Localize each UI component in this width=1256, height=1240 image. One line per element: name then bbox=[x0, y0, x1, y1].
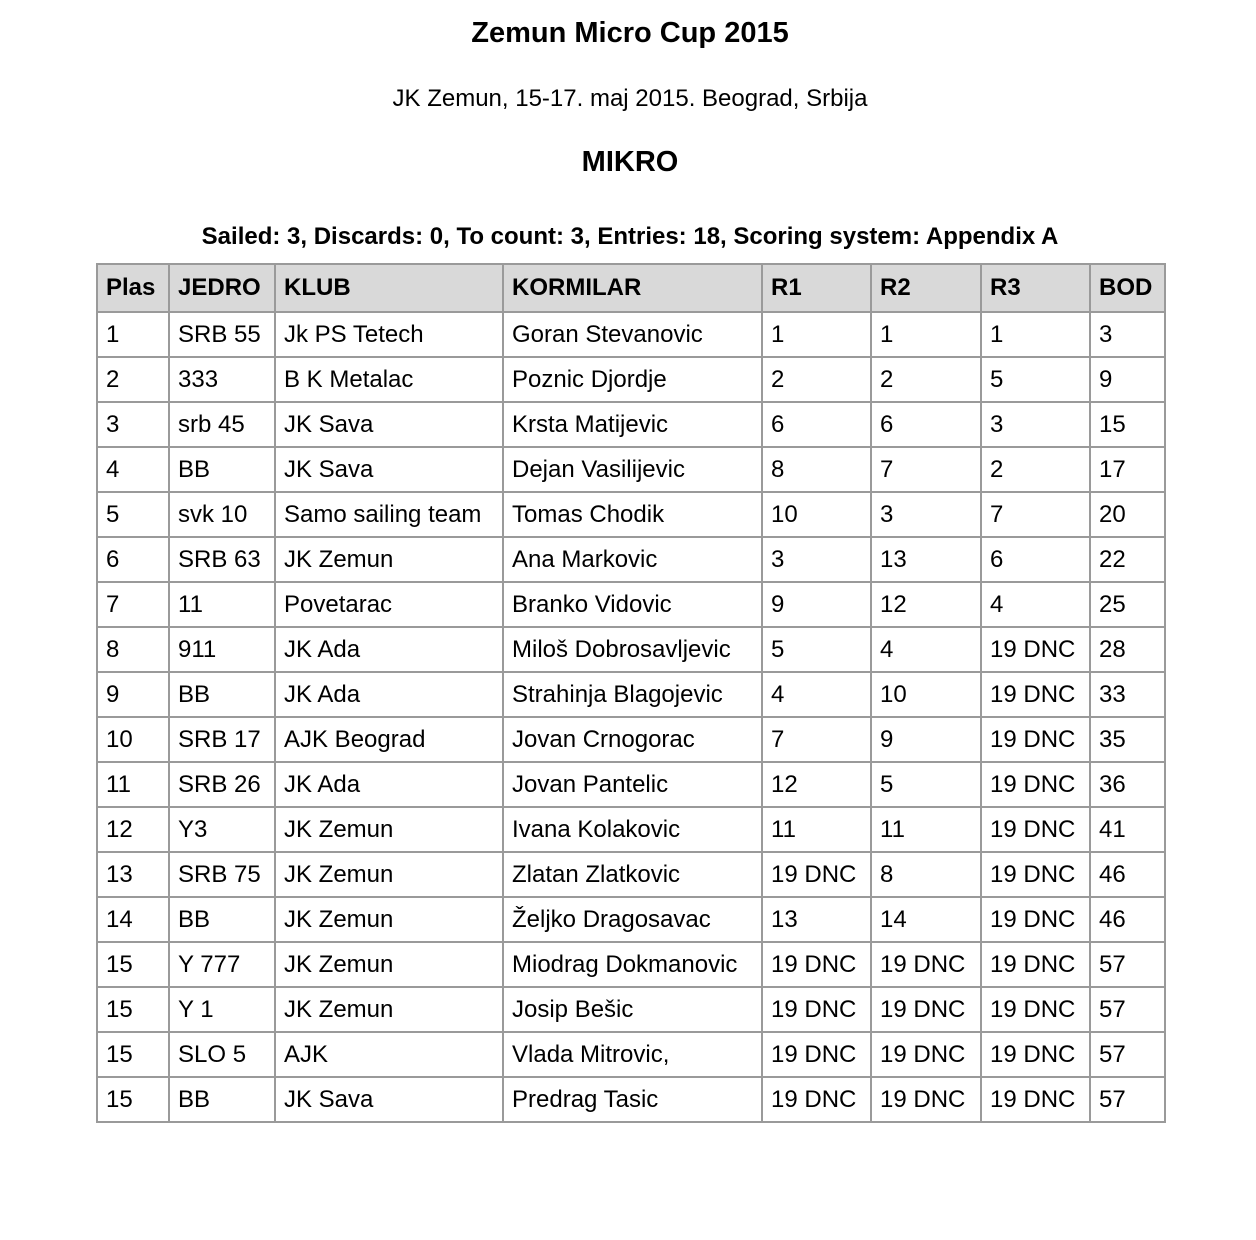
cell-r2: 9 bbox=[871, 717, 981, 762]
cell-r3: 19 DNC bbox=[981, 672, 1090, 717]
cell-helm: Tomas Chodik bbox=[503, 492, 762, 537]
cell-r3: 19 DNC bbox=[981, 807, 1090, 852]
cell-helm: Zlatan Zlatkovic bbox=[503, 852, 762, 897]
cell-points: 57 bbox=[1090, 942, 1165, 987]
cell-club: JK Ada bbox=[275, 762, 503, 807]
cell-points: 15 bbox=[1090, 402, 1165, 447]
cell-points: 22 bbox=[1090, 537, 1165, 582]
page-title: Zemun Micro Cup 2015 bbox=[471, 17, 789, 49]
cell-sail: Y3 bbox=[169, 807, 275, 852]
cell-place: 8 bbox=[97, 627, 169, 672]
cell-r2: 11 bbox=[871, 807, 981, 852]
cell-place: 15 bbox=[97, 1077, 169, 1122]
cell-r1: 6 bbox=[762, 402, 871, 447]
cell-place: 6 bbox=[97, 537, 169, 582]
cell-club: AJK bbox=[275, 1032, 503, 1077]
table-row bbox=[97, 807, 1165, 852]
cell-helm: Ivana Kolakovic bbox=[503, 807, 762, 852]
cell-sail: SRB 55 bbox=[169, 312, 275, 357]
cell-club: JK Sava bbox=[275, 402, 503, 447]
cell-helm: Ana Markovic bbox=[503, 537, 762, 582]
cell-r2: 8 bbox=[871, 852, 981, 897]
cell-sail: SRB 63 bbox=[169, 537, 275, 582]
table-row bbox=[97, 852, 1165, 897]
cell-helm: Jovan Pantelic bbox=[503, 762, 762, 807]
cell-place: 4 bbox=[97, 447, 169, 492]
cell-place: 13 bbox=[97, 852, 169, 897]
cell-r3: 19 DNC bbox=[981, 762, 1090, 807]
cell-helm: Goran Stevanovic bbox=[503, 312, 762, 357]
cell-club: Jk PS Tetech bbox=[275, 312, 503, 357]
cell-r2: 19 DNC bbox=[871, 987, 981, 1032]
cell-points: 57 bbox=[1090, 1032, 1165, 1077]
cell-r1: 9 bbox=[762, 582, 871, 627]
cell-club: B K Metalac bbox=[275, 357, 503, 402]
cell-r1: 4 bbox=[762, 672, 871, 717]
cell-points: 20 bbox=[1090, 492, 1165, 537]
cell-sail: BB bbox=[169, 447, 275, 492]
table-row bbox=[97, 447, 1165, 492]
cell-r3: 19 DNC bbox=[981, 627, 1090, 672]
header-r3: R3 bbox=[981, 264, 1090, 312]
cell-r1: 19 DNC bbox=[762, 1032, 871, 1077]
cell-r2: 6 bbox=[871, 402, 981, 447]
cell-club: JK Zemun bbox=[275, 987, 503, 1032]
cell-points: 46 bbox=[1090, 852, 1165, 897]
cell-r3: 7 bbox=[981, 492, 1090, 537]
cell-r2: 7 bbox=[871, 447, 981, 492]
cell-club: JK Zemun bbox=[275, 852, 503, 897]
cell-sail: Y 777 bbox=[169, 942, 275, 987]
cell-helm: Željko Dragosavac bbox=[503, 897, 762, 942]
cell-sail: 911 bbox=[169, 627, 275, 672]
cell-points: 17 bbox=[1090, 447, 1165, 492]
table-row bbox=[97, 942, 1165, 987]
cell-helm: Krsta Matijevic bbox=[503, 402, 762, 447]
header-r1: R1 bbox=[762, 264, 871, 312]
cell-place: 5 bbox=[97, 492, 169, 537]
cell-sail: srb 45 bbox=[169, 402, 275, 447]
cell-sail: 11 bbox=[169, 582, 275, 627]
cell-helm: Strahinja Blagojevic bbox=[503, 672, 762, 717]
cell-club: JK Sava bbox=[275, 1077, 503, 1122]
cell-r2: 14 bbox=[871, 897, 981, 942]
cell-club: JK Ada bbox=[275, 627, 503, 672]
cell-points: 36 bbox=[1090, 762, 1165, 807]
cell-r1: 19 DNC bbox=[762, 852, 871, 897]
table-row bbox=[97, 897, 1165, 942]
cell-r3: 19 DNC bbox=[981, 1077, 1090, 1122]
cell-club: JK Zemun bbox=[275, 897, 503, 942]
cell-helm: Predrag Tasic bbox=[503, 1077, 762, 1122]
results-table bbox=[96, 263, 1166, 1123]
cell-r3: 19 DNC bbox=[981, 942, 1090, 987]
cell-r1: 19 DNC bbox=[762, 1077, 871, 1122]
cell-r1: 12 bbox=[762, 762, 871, 807]
cell-r1: 7 bbox=[762, 717, 871, 762]
cell-r2: 2 bbox=[871, 357, 981, 402]
cell-r2: 12 bbox=[871, 582, 981, 627]
cell-sail: Y 1 bbox=[169, 987, 275, 1032]
table-row bbox=[97, 402, 1165, 447]
table-row bbox=[97, 672, 1165, 717]
cell-helm: Jovan Crnogorac bbox=[503, 717, 762, 762]
cell-r3: 19 DNC bbox=[981, 717, 1090, 762]
cell-r2: 13 bbox=[871, 537, 981, 582]
cell-points: 57 bbox=[1090, 987, 1165, 1032]
table-row bbox=[97, 582, 1165, 627]
cell-club: JK Zemun bbox=[275, 942, 503, 987]
cell-r1: 8 bbox=[762, 447, 871, 492]
cell-r3: 5 bbox=[981, 357, 1090, 402]
cell-sail: BB bbox=[169, 672, 275, 717]
cell-r2: 10 bbox=[871, 672, 981, 717]
cell-r1: 19 DNC bbox=[762, 942, 871, 987]
cell-points: 3 bbox=[1090, 312, 1165, 357]
cell-points: 35 bbox=[1090, 717, 1165, 762]
cell-club: AJK Beograd bbox=[275, 717, 503, 762]
cell-sail: SLO 5 bbox=[169, 1032, 275, 1077]
cell-place: 3 bbox=[97, 402, 169, 447]
cell-place: 1 bbox=[97, 312, 169, 357]
table-row bbox=[97, 717, 1165, 762]
cell-points: 41 bbox=[1090, 807, 1165, 852]
cell-r3: 19 DNC bbox=[981, 987, 1090, 1032]
cell-r3: 19 DNC bbox=[981, 897, 1090, 942]
cell-place: 15 bbox=[97, 1032, 169, 1077]
series-summary: Sailed: 3, Discards: 0, To count: 3, Entries: 18, Scoring system: Appendix A bbox=[201, 223, 1059, 250]
cell-sail: SRB 75 bbox=[169, 852, 275, 897]
cell-place: 12 bbox=[97, 807, 169, 852]
cell-r3: 4 bbox=[981, 582, 1090, 627]
results-body bbox=[97, 312, 1165, 1122]
cell-r2: 5 bbox=[871, 762, 981, 807]
cell-club: Samo sailing team bbox=[275, 492, 503, 537]
cell-place: 7 bbox=[97, 582, 169, 627]
cell-club: JK Zemun bbox=[275, 537, 503, 582]
cell-r2: 19 DNC bbox=[871, 1077, 981, 1122]
table-row bbox=[97, 1032, 1165, 1077]
cell-place: 2 bbox=[97, 357, 169, 402]
cell-r1: 1 bbox=[762, 312, 871, 357]
table-row bbox=[97, 312, 1165, 357]
cell-points: 25 bbox=[1090, 582, 1165, 627]
cell-r3: 19 DNC bbox=[981, 1032, 1090, 1077]
cell-r1: 13 bbox=[762, 897, 871, 942]
cell-sail: BB bbox=[169, 1077, 275, 1122]
cell-r2: 19 DNC bbox=[871, 942, 981, 987]
cell-r3: 19 DNC bbox=[981, 852, 1090, 897]
cell-club: JK Sava bbox=[275, 447, 503, 492]
cell-r1: 3 bbox=[762, 537, 871, 582]
cell-r3: 2 bbox=[981, 447, 1090, 492]
table-row bbox=[97, 357, 1165, 402]
cell-r1: 10 bbox=[762, 492, 871, 537]
table-row bbox=[97, 1077, 1165, 1122]
cell-place: 11 bbox=[97, 762, 169, 807]
header-r2: R2 bbox=[871, 264, 981, 312]
cell-helm: Branko Vidovic bbox=[503, 582, 762, 627]
cell-points: 28 bbox=[1090, 627, 1165, 672]
cell-sail: svk 10 bbox=[169, 492, 275, 537]
cell-r2: 1 bbox=[871, 312, 981, 357]
cell-helm: Dejan Vasilijevic bbox=[503, 447, 762, 492]
table-row bbox=[97, 492, 1165, 537]
cell-helm: Poznic Djordje bbox=[503, 357, 762, 402]
cell-place: 10 bbox=[97, 717, 169, 762]
header-club: KLUB bbox=[275, 264, 503, 312]
cell-r1: 5 bbox=[762, 627, 871, 672]
cell-r3: 6 bbox=[981, 537, 1090, 582]
cell-points: 9 bbox=[1090, 357, 1165, 402]
cell-points: 57 bbox=[1090, 1077, 1165, 1122]
cell-r1: 2 bbox=[762, 357, 871, 402]
table-row bbox=[97, 627, 1165, 672]
cell-helm: Josip Bešic bbox=[503, 987, 762, 1032]
cell-helm: Miloš Dobrosavljevic bbox=[503, 627, 762, 672]
cell-club: JK Ada bbox=[275, 672, 503, 717]
event-subtitle: JK Zemun, 15-17. maj 2015. Beograd, Srbija bbox=[392, 85, 868, 112]
cell-place: 9 bbox=[97, 672, 169, 717]
cell-r2: 3 bbox=[871, 492, 981, 537]
cell-points: 46 bbox=[1090, 897, 1165, 942]
cell-place: 15 bbox=[97, 987, 169, 1032]
cell-helm: Miodrag Dokmanovic bbox=[503, 942, 762, 987]
cell-place: 14 bbox=[97, 897, 169, 942]
cell-place: 15 bbox=[97, 942, 169, 987]
table-row bbox=[97, 537, 1165, 582]
table-row bbox=[97, 762, 1165, 807]
cell-sail: SRB 17 bbox=[169, 717, 275, 762]
cell-sail: BB bbox=[169, 897, 275, 942]
cell-sail: SRB 26 bbox=[169, 762, 275, 807]
class-heading: MIKRO bbox=[581, 146, 679, 178]
cell-club: Povetarac bbox=[275, 582, 503, 627]
header-row bbox=[97, 264, 1165, 312]
header-helm: KORMILAR bbox=[503, 264, 762, 312]
cell-r3: 1 bbox=[981, 312, 1090, 357]
cell-r3: 3 bbox=[981, 402, 1090, 447]
header-place: Plas bbox=[97, 264, 169, 312]
header-points: BOD bbox=[1090, 264, 1165, 312]
cell-sail: 333 bbox=[169, 357, 275, 402]
cell-r1: 19 DNC bbox=[762, 987, 871, 1032]
table-row bbox=[97, 987, 1165, 1032]
header-sail: JEDRO bbox=[169, 264, 275, 312]
cell-r1: 11 bbox=[762, 807, 871, 852]
cell-club: JK Zemun bbox=[275, 807, 503, 852]
cell-points: 33 bbox=[1090, 672, 1165, 717]
cell-r2: 19 DNC bbox=[871, 1032, 981, 1077]
cell-helm: Vlada Mitrovic, bbox=[503, 1032, 762, 1077]
cell-r2: 4 bbox=[871, 627, 981, 672]
